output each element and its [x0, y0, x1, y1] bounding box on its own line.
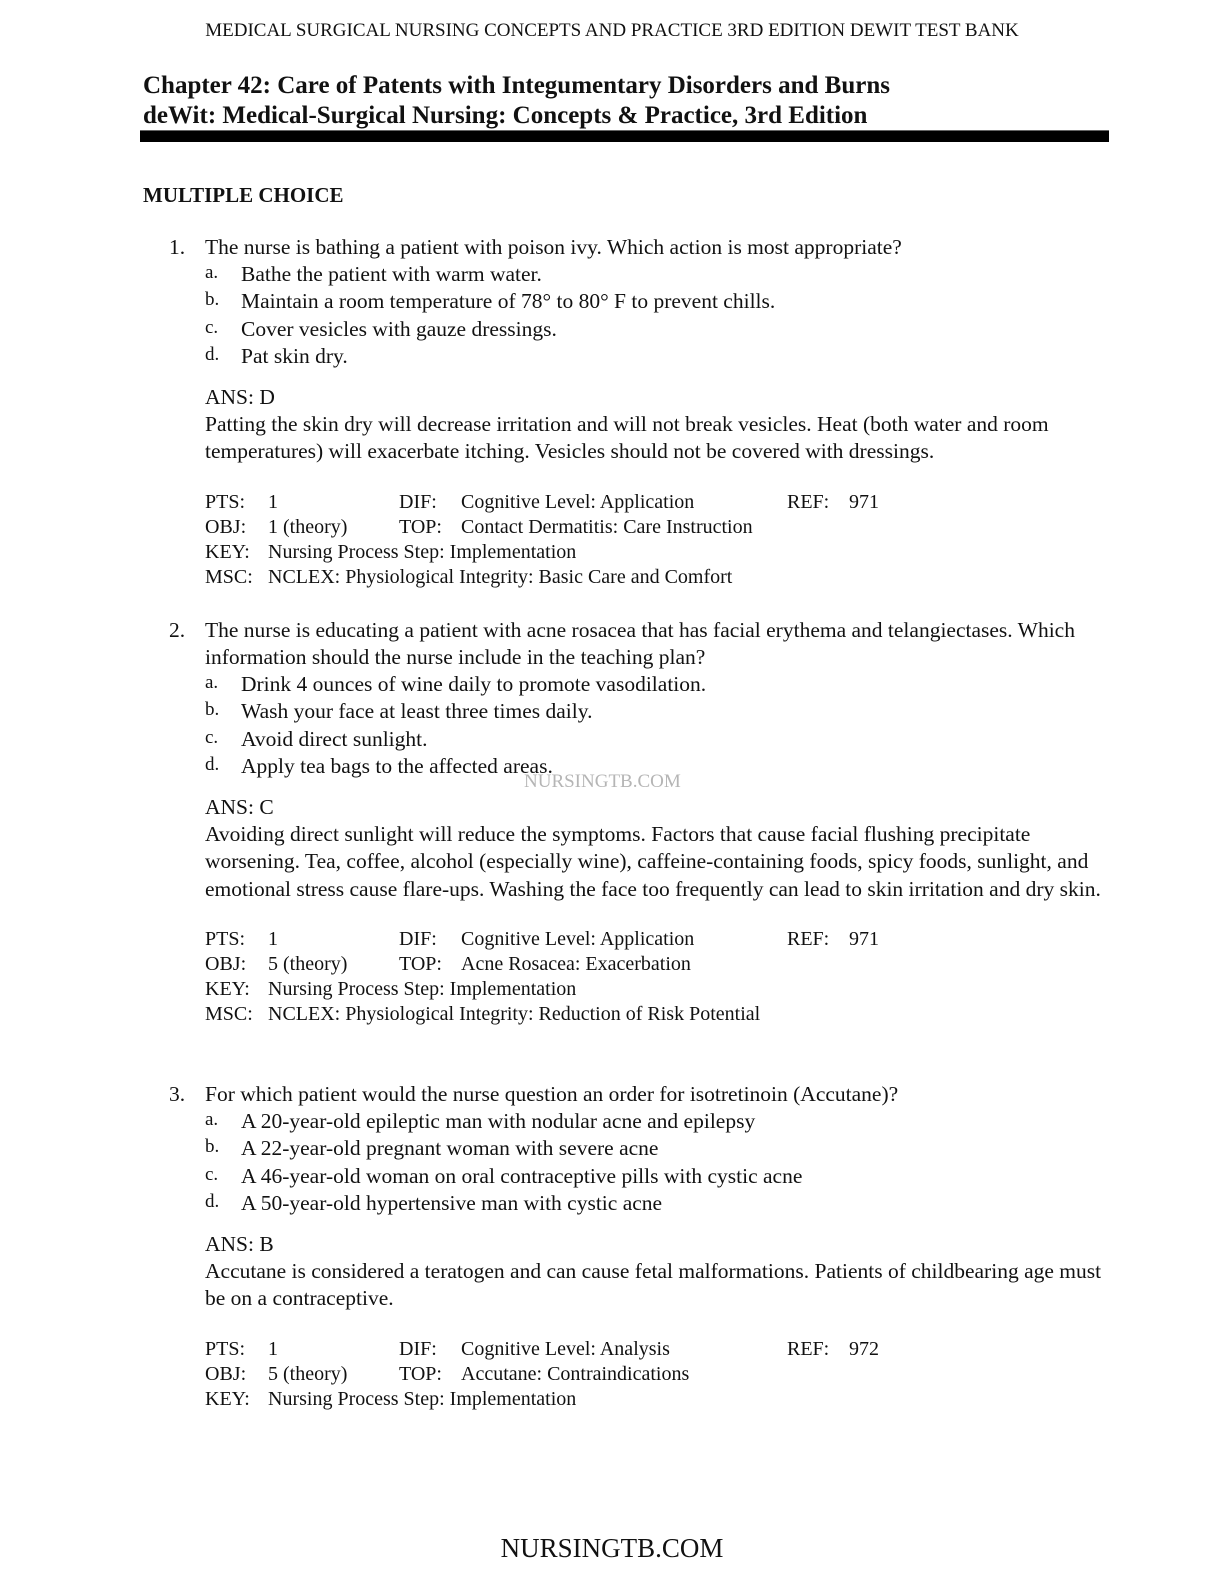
option-list: [0, 1108, 1224, 1217]
question-number: 3.: [169, 1082, 186, 1106]
option-b: b. A 22-year-old pregnant woman with severe acne: [205, 1136, 659, 1161]
chapter-title-line2: deWit: Medical-Surgical Nursing: Concepts & Practice, 3rd Edition: [143, 102, 868, 129]
dif-value: Cognitive Level: Analysis: [461, 1337, 670, 1360]
watermark: NURSINGTB.COM: [524, 771, 681, 792]
obj-value: 5 (theory): [268, 953, 348, 976]
ref-value: 972: [849, 1337, 879, 1360]
question-number: 1.: [169, 235, 186, 259]
question-stem: 1. The nurse is bathing a patient with poison ivy. Which action is most appropriate?: [169, 235, 902, 259]
obj-value: 1 (theory): [268, 515, 348, 538]
option-c: c. Avoid direct sunlight.: [205, 726, 428, 751]
question-metadata: PTS: 1 DIF: Cognitive Level: Application REF: 971 OBJ: 5 (theory) TOP: Acne Rosacea: Exacerbation KEY: Nursing Process Step: Implementation MSC: NCLEX: Physiological Integrity: Reduction of Risk Potential: [205, 928, 879, 1026]
option-list: [0, 671, 1224, 780]
dif-value: Cognitive Level: Application: [461, 928, 695, 951]
pts-value: 1: [268, 1337, 278, 1360]
question-stem: 3. For which patient would the nurse question an order for isotretinoin (Accutane)?: [169, 1082, 899, 1106]
question-metadata: PTS: 1 DIF: Cognitive Level: Application REF: 971 OBJ: 1 (theory) TOP: Contact Dermatitis: Care Instruction KEY: Nursing Process Step: Implementation MSC: NCLEX: Physiological Integrity: Basic Care and Comfort: [205, 490, 879, 588]
option-a: a. Bathe the patient with warm water.: [205, 262, 542, 286]
option-c: c. A 46-year-old woman on oral contraceptive pills with cystic acne: [205, 1163, 803, 1188]
option-list: [0, 261, 1224, 370]
question-stem: 2. The nurse is educating a patient with acne rosacea that has facial erythema and telangiectases. Which information should the nurse include in the teaching plan?: [169, 618, 1075, 669]
page-footer: NURSINGTB.COM: [500, 1533, 724, 1563]
ref-value: 971: [849, 490, 879, 513]
option-d: d. A 50-year-old hypertensive man with cystic acne: [205, 1190, 663, 1215]
pts-value: 1: [268, 928, 278, 951]
ref-value: 971: [849, 928, 879, 951]
chapter-title-line1: Chapter 42: Care of Patents with Integumentary Disorders and Burns: [143, 72, 890, 99]
answer: ANS: D: [205, 385, 275, 410]
question-3: [0, 1081, 1224, 1437]
option-a: a. Drink 4 ounces of wine daily to promote vasodilation.: [205, 672, 707, 696]
msc-value: NCLEX: Physiological Integrity: Reduction of Risk Potential: [268, 1003, 761, 1026]
msc-value: NCLEX: Physiological Integrity: Basic Care and Comfort: [268, 565, 733, 588]
key-value: Nursing Process Step: Implementation: [268, 1387, 577, 1410]
answer: ANS: B: [205, 1232, 274, 1257]
top-value: Acne Rosacea: Exacerbation: [461, 953, 691, 976]
section-heading: MULTIPLE CHOICE: [143, 183, 344, 207]
option-c: c. Cover vesicles with gauze dressings.: [205, 316, 557, 341]
header-rule: [140, 131, 1109, 142]
rationale: Avoiding direct sunlight will reduce the symptoms. Factors that cause facial flushing precipitate worsening. Tea, coffee, alcohol (especially wine), caffeine-containing foods, spicy foods, sunlight, and emotional stress cause flare-ups. Washing the face too frequently can lead to skin irritation and dry skin.: [205, 822, 1101, 901]
option-a: a. A 20-year-old epileptic man with nodular acne and epilepsy: [205, 1109, 756, 1133]
key-value: Nursing Process Step: Implementation: [268, 978, 577, 1001]
dif-value: Cognitive Level: Application: [461, 490, 695, 513]
top-value: Contact Dermatitis: Care Instruction: [461, 515, 753, 538]
option-d: d. Apply tea bags to the affected areas.: [205, 753, 553, 778]
top-value: Accutane: Contraindications: [461, 1362, 690, 1385]
question-number: 2.: [169, 618, 186, 642]
rationale: Patting the skin dry will decrease irritation and will not break vesicles. Heat (both water and room temperatures) will exacerbate itching. Vesicles should not be covered with dressings.: [205, 412, 1049, 464]
chapter-title: [143, 71, 890, 131]
answer: ANS: C: [205, 795, 274, 820]
question-1: [0, 234, 1224, 590]
pts-value: 1: [268, 490, 278, 513]
option-b: b. Wash your face at least three times daily.: [205, 699, 593, 724]
key-value: Nursing Process Step: Implementation: [268, 540, 577, 563]
question-metadata: PTS: 1 DIF: Cognitive Level: Analysis REF: 972 OBJ: 5 (theory) TOP: Accutane: Contraindications KEY: Nursing Process Step: Implementation: [205, 1337, 879, 1410]
option-b: b. Maintain a room temperature of 78° to 80° F to prevent chills.: [205, 289, 776, 314]
obj-value: 5 (theory): [268, 1362, 348, 1385]
option-d: d. Pat skin dry.: [205, 343, 348, 368]
question-2: [0, 617, 1224, 1027]
rationale: Accutane is considered a teratogen and can cause fetal malformations. Patients of childbearing age must be on a contraceptive.: [205, 1259, 1102, 1311]
running-header: MEDICAL SURGICAL NURSING CONCEPTS AND PRACTICE 3RD EDITION DEWIT TEST BANK: [205, 20, 1019, 41]
